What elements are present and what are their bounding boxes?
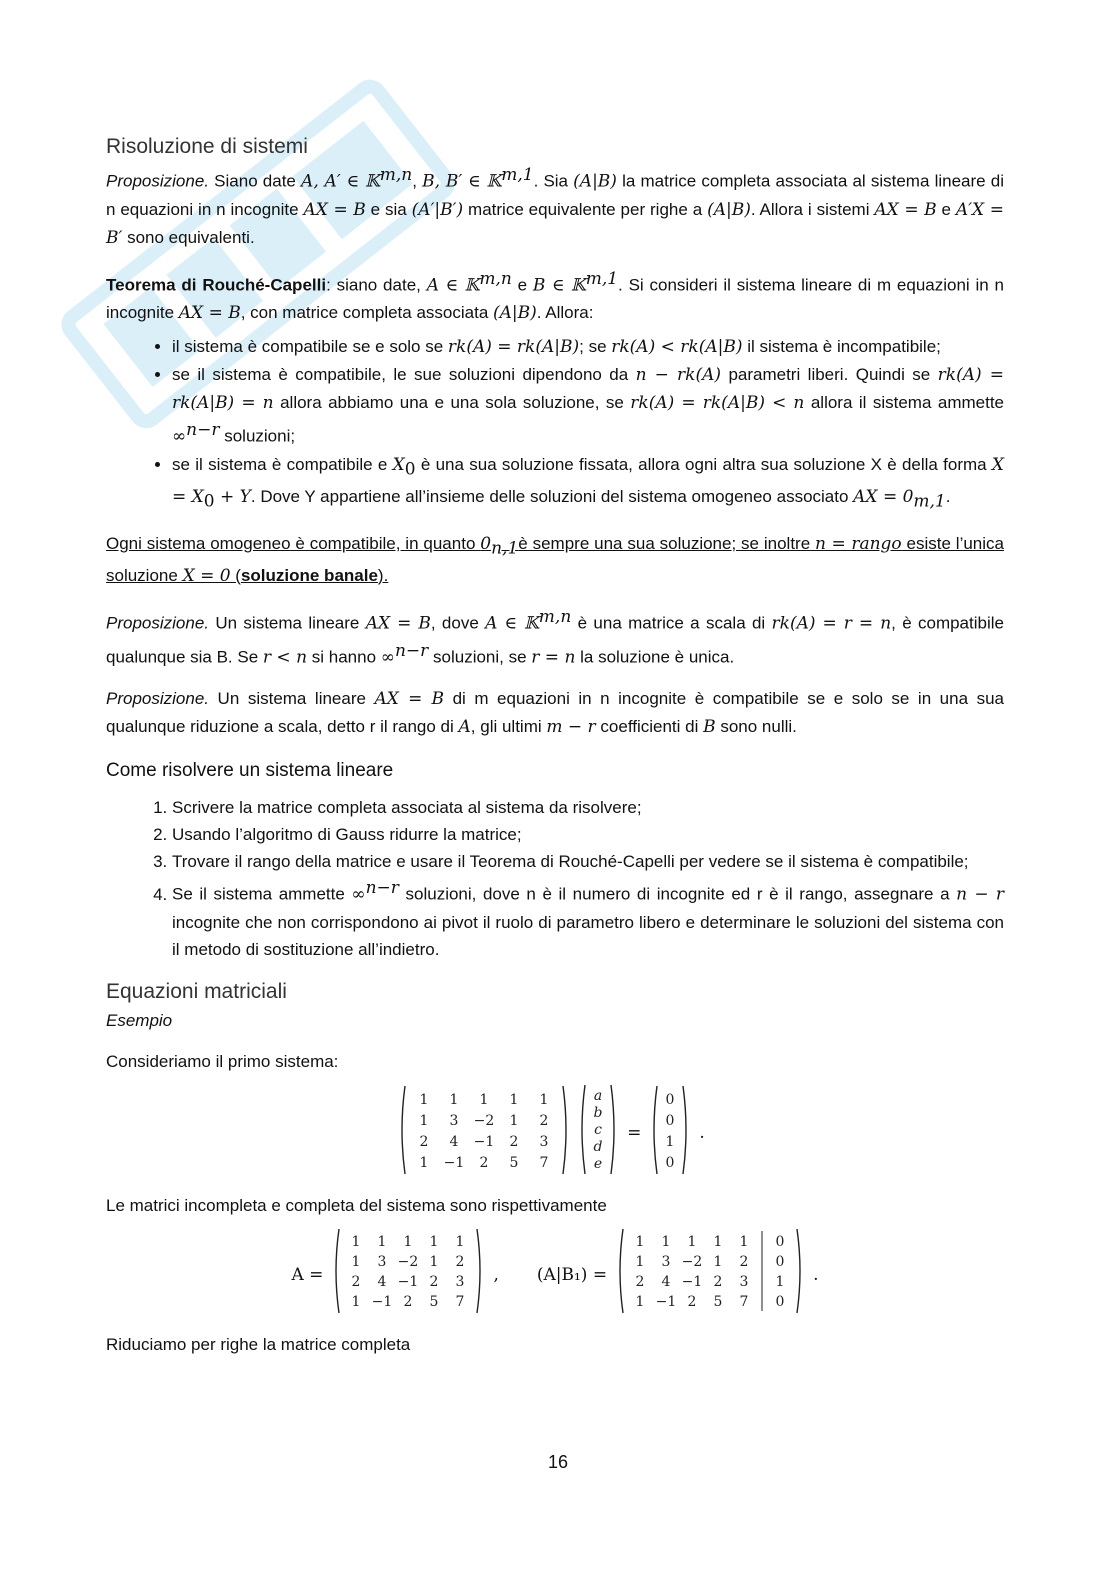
matrix-entry: b bbox=[593, 1104, 603, 1121]
matrix-entry: 1 bbox=[351, 1234, 361, 1251]
left-paren bbox=[402, 1086, 405, 1174]
matrix-entry: 1 bbox=[635, 1234, 645, 1251]
matrix-entry: 2 bbox=[403, 1294, 413, 1311]
matrix-svg bbox=[615, 1227, 805, 1315]
right-paren bbox=[683, 1086, 686, 1174]
reduce-text: Riduciamo per righe la matrice completa bbox=[106, 1335, 411, 1355]
matrix-entry: 3 bbox=[449, 1112, 459, 1129]
step-item: 1. Scrivere la matrice completa associata al sistema da risolvere; bbox=[172, 794, 1004, 821]
page-number: 16 bbox=[547, 1452, 569, 1472]
matrix-entry: 5 bbox=[713, 1294, 723, 1311]
matrix-entry: 3 bbox=[739, 1274, 749, 1291]
matrix-a-label: A = bbox=[291, 1264, 324, 1285]
proposition-2: Proposizione. Un sistema lineare AX = B, dove A ∈ 𝕂$^{m,n}$ è una matrice a scala di rk(A) = r = n, è compatibile qualunque sia B. Se r < n si hanno ∞$^{n-r}$ soluzioni, se r = n la soluzione è unica. bbox=[106, 607, 1004, 668]
section-title-equazioni: Equazioni matriciali bbox=[106, 980, 287, 1004]
matrix-entry: 2 bbox=[455, 1254, 465, 1271]
matrix-entry: 2 bbox=[739, 1254, 749, 1271]
matrix-entry: 1 bbox=[479, 1091, 489, 1108]
matrix-entry: −1 bbox=[473, 1133, 495, 1150]
system-equation bbox=[106, 1083, 1004, 1184]
matrix-entry: −2 bbox=[681, 1254, 703, 1271]
matrix-ab-label: (A|B₁) = bbox=[536, 1264, 608, 1285]
matrix-svg bbox=[397, 1084, 571, 1176]
matrix-a bbox=[331, 1227, 485, 1323]
matrix-entry: 4 bbox=[377, 1274, 387, 1291]
equals-sign: = bbox=[627, 1123, 642, 1144]
comma: , bbox=[493, 1264, 499, 1285]
section-title-risoluzione: Risoluzione di sistemi bbox=[106, 135, 308, 158]
content bbox=[106, 132, 1004, 1358]
matrix-svg bbox=[577, 1083, 619, 1176]
matrix-entry: e bbox=[594, 1155, 603, 1172]
matrix-entry: 1 bbox=[635, 1294, 645, 1311]
matrix-entry: 5 bbox=[429, 1294, 439, 1311]
matrix-entry: 1 bbox=[635, 1254, 645, 1271]
matrix-entry: 7 bbox=[455, 1294, 465, 1311]
right-paren bbox=[563, 1086, 566, 1174]
matrix-entry: 1 bbox=[377, 1234, 387, 1251]
matrix-entry: 1 bbox=[539, 1091, 549, 1108]
matrix-entry: 3 bbox=[455, 1274, 465, 1291]
matrix-svg bbox=[331, 1227, 485, 1315]
proposition-1: Proposizione. Siano date A, A′ ∈ 𝕂$^{m,n}$, B, B′ ∈ 𝕂$^{m,1}$. Sia (A|B) la matrice completa associata al sistema lineare di n equazioni in n incognite AX = B e sia (A′|B′) matrice equivalente per righe a (A|B). Allora i sistemi AX = B e A′X = B′ sono equivalenti. bbox=[106, 165, 1004, 248]
matrix-entry: 1 bbox=[419, 1154, 429, 1171]
matrix-entry: 3 bbox=[377, 1254, 387, 1271]
matrix-entry: c bbox=[594, 1121, 603, 1138]
homogeneous-system-note: Ogni sistema omogeneo è compatibile, in quanto $0_{n,1}è$ sempre una sua soluzione; se inoltre n = rango esiste l’unica soluzione X = 0 (soluzione banale). bbox=[106, 533, 1004, 587]
matrix-entry: 0 bbox=[775, 1294, 785, 1311]
coefficient-matrix bbox=[397, 1084, 571, 1184]
matrix-entry: 2 bbox=[539, 1112, 549, 1129]
proposition-3: Proposizione. Un sistema lineare AX = B di m equazioni in n incognite è compatibile se e solo se in una sua qualunque riduzione a scala, detto r il rango di A, gli ultimi m − r coefficienti di B sono nulli. bbox=[106, 689, 1004, 738]
matrix-entry: 3 bbox=[539, 1133, 549, 1150]
matrix-entry: 2 bbox=[419, 1133, 429, 1150]
matrix-entry: 1 bbox=[713, 1234, 723, 1251]
matrix-entry: −1 bbox=[681, 1274, 703, 1291]
steps-list bbox=[106, 794, 1004, 963]
step-item: 3. Trovare il rango della matrice e usare il Teorema di Rouché-Capelli per vedere se il sistema è compatibile; bbox=[172, 848, 1004, 875]
howto-heading: Come risolvere un sistema lineare bbox=[106, 760, 394, 782]
matrix-entry: 1 bbox=[351, 1254, 361, 1271]
matrix-entry: 5 bbox=[509, 1154, 519, 1171]
left-paren bbox=[336, 1229, 339, 1313]
matrix-entry: d bbox=[593, 1138, 603, 1155]
matrix-entry: 1 bbox=[419, 1091, 429, 1108]
matrix-entry: 0 bbox=[775, 1234, 785, 1251]
matrix-entry: 0 bbox=[665, 1154, 675, 1171]
unknowns-vector bbox=[577, 1083, 619, 1184]
bullet-item: • il sistema è compatibile se e solo se rk(A) = rk(A|B); se rk(A) < rk(A|B) il sistema è incompatibile; bbox=[172, 333, 1004, 361]
matrix-entry: −2 bbox=[473, 1112, 495, 1129]
matrix-entry: 1 bbox=[665, 1133, 675, 1150]
matrix-entry: 3 bbox=[661, 1254, 671, 1271]
period: . bbox=[699, 1123, 705, 1144]
matrix-entry: 1 bbox=[455, 1234, 465, 1251]
augmented-matrix bbox=[615, 1227, 805, 1323]
matrix-svg bbox=[649, 1084, 691, 1176]
matrix-entry: 1 bbox=[509, 1112, 519, 1129]
matrix-entry: 1 bbox=[449, 1091, 459, 1108]
matrix-entry: 4 bbox=[661, 1274, 671, 1291]
matrix-entry: −1 bbox=[372, 1294, 393, 1311]
matrix-entry: −1 bbox=[443, 1154, 465, 1171]
matrices-text: Le matrici incompleta e completa del sistema sono rispettivamente bbox=[106, 1196, 607, 1216]
matrix-entry: 7 bbox=[739, 1294, 749, 1311]
matrix-entry: a bbox=[593, 1087, 603, 1104]
matrix-entry: 1 bbox=[713, 1254, 723, 1271]
matrix-entry: 4 bbox=[449, 1133, 459, 1150]
matrix-entry: 2 bbox=[351, 1274, 361, 1291]
matrix-entry: 2 bbox=[687, 1294, 697, 1311]
matrix-entry: 1 bbox=[739, 1234, 749, 1251]
matrix-entry: 1 bbox=[419, 1112, 429, 1129]
matrices-display bbox=[106, 1227, 1004, 1323]
matrix-entry: 1 bbox=[509, 1091, 519, 1108]
matrix-entry: 2 bbox=[479, 1154, 489, 1171]
matrix-entry: 2 bbox=[509, 1133, 519, 1150]
matrix-entry: −1 bbox=[655, 1294, 677, 1311]
right-paren bbox=[797, 1229, 800, 1313]
rouche-capelli-theorem: Teorema di Rouché-Capelli: siano date, A ∈ 𝕂$^{m,n}$ e B ∈ 𝕂$^{m,1}$. Si consideri il sistema lineare di m equazioni in n incognite AX = B, con matrice completa associata (A|B). Allora: bbox=[106, 268, 1005, 324]
right-paren bbox=[477, 1229, 480, 1313]
matrix-entry: 1 bbox=[687, 1234, 697, 1251]
consider-text: Consideriamo il primo sistema: bbox=[106, 1052, 339, 1072]
example-label: Esempio bbox=[106, 1011, 173, 1031]
period: . bbox=[813, 1264, 819, 1285]
matrix-entry: 1 bbox=[429, 1254, 439, 1271]
matrix-entry: 1 bbox=[661, 1234, 671, 1251]
matrix-entry: 0 bbox=[775, 1254, 785, 1271]
bullet-item: • se il sistema è compatibile, le sue soluzioni dipendono da n − rk(A) parametri liberi. Quindi se rk(A) = rk(A|B) = n allora abbiamo una e una sola soluzione, se rk(A) = rk(A|B) < n allora il sistema ammette ∞$^{n-r}$ soluzioni; bbox=[172, 361, 1004, 451]
matrix-entry: 2 bbox=[635, 1274, 645, 1291]
matrix-entry: 2 bbox=[713, 1274, 723, 1291]
matrix-entry: 0 bbox=[665, 1112, 675, 1129]
matrix-entry: 1 bbox=[403, 1234, 413, 1251]
matrix-entry: 1 bbox=[351, 1294, 361, 1311]
matrix-entry: 1 bbox=[775, 1274, 785, 1291]
matrix-entry: −2 bbox=[398, 1254, 419, 1271]
step-item: 4. Se il sistema ammette ∞$^{n-r}$ soluzioni, dove n è il numero di incognite ed r è il rango, assegnare a n − r incognite che non corrispondono ai pivot il ruolo di parametro libero e determinare le soluzioni del sistema con il metodo di sostituzione all’indietro. bbox=[172, 875, 1004, 963]
left-paren bbox=[654, 1086, 657, 1174]
matrix-entry: 1 bbox=[429, 1234, 439, 1251]
left-paren bbox=[582, 1085, 585, 1174]
matrix-entry: 0 bbox=[665, 1091, 675, 1108]
theorem-bullet-list bbox=[106, 333, 1004, 515]
left-paren bbox=[620, 1229, 623, 1313]
rhs-vector bbox=[649, 1084, 691, 1184]
bullet-item: • se il sistema è compatibile e $X_0$ è una sua soluzione fissata, allora ogni altra sua soluzione X è della forma $X = X_0 + Y$. Dove Y appartiene all’insieme delle soluzioni del sistema omogeneo associato AX = $0_{m,1}$. bbox=[172, 451, 1004, 516]
right-paren bbox=[611, 1085, 614, 1174]
step-item: 2. Usando l’algoritmo di Gauss ridurre la matrice; bbox=[172, 821, 1004, 848]
matrix-entry: −1 bbox=[398, 1274, 419, 1291]
matrix-entry: 2 bbox=[429, 1274, 439, 1291]
matrix-entry: 7 bbox=[539, 1154, 549, 1171]
